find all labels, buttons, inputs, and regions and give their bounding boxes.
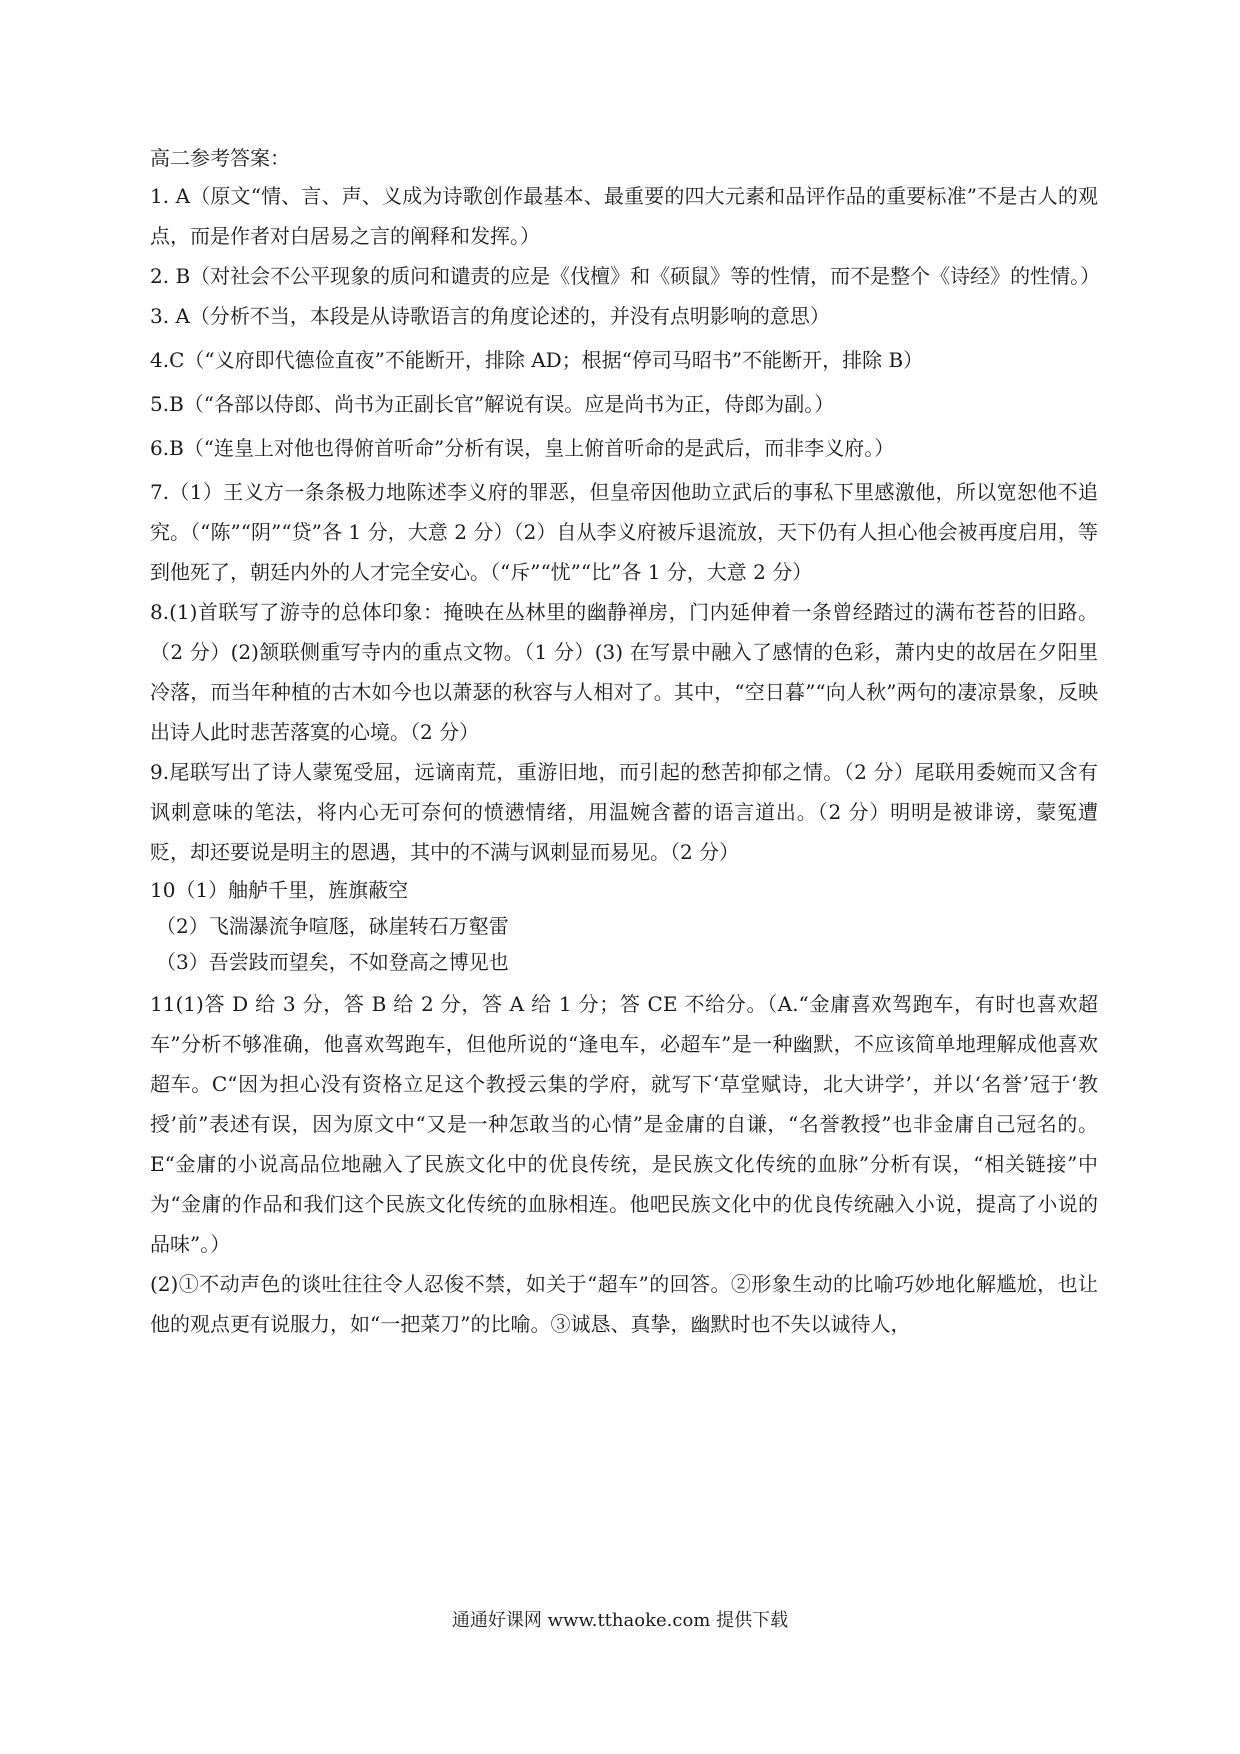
answer-item-7: 7.（1）王义方一条条极力地陈述李义府的罪恶，但皇帝因他助立武后的事私下里感激他，所以宽恕他不追究。（“陈”“阴”“贷”各 1 分，大意 2 分）（2）自从李义府被斥退流放，天下仍有人担心他会被再度启用，等到他死了，朝廷内外的人才完全安心。（“斥”“忧”“比”各 1 分，大意 2 分） <box>150 480 1098 584</box>
answer-item-1: 1. A（原文“情、言、声、义成为诗歌创作最基本、最重要的四大元素和品评作品的重要标准”不是古人的观点，而是作者对白居易之言的阐释和发挥。） <box>150 184 1098 248</box>
answer-item-4: 4.C（“义府即代德俭直夜”不能断开，排除 AD；根据“停司马昭书”不能断开，排除 B） <box>150 348 924 372</box>
answer-item-8: 8.(1)首联写了游寺的总体印象：掩映在丛林里的幽静禅房，门内延伸着一条曾经踏过的满布苍苔的旧路。（2 分）(2)颔联侧重写寺内的重点文物。（1 分）(3) 在写景中融入了感情的色彩，萧内史的故居在夕阳里冷落，而当年种植的古木如今也以萧瑟的秋容与人相对了。其中，“空日暮”“向人秋”两句的凄凉景象，反映出诗人此时悲苦落寞的心境。（2 分） <box>150 600 1098 744</box>
answer-item-10-part-2: （2）飞湍瀑流争喧豗，砯崖转石万壑雷 <box>156 914 509 938</box>
answer-item-10-part-3: （3）吾尝跂而望矣，不如登高之博见也 <box>156 950 509 974</box>
answer-item-10-part-1: 10（1）舳舻千里，旌旗蔽空 <box>150 878 409 902</box>
answer-item-11-part-1: 11(1)答 D 给 3 分，答 B 给 2 分，答 A 给 1 分；答 CE 不给分。（A.“金庸喜欢驾跑车，有时也喜欢超车”分析不够准确，他喜欢驾跑车，但他所说的“逢电车，必超车”是一种幽默，不应该简单地理解成他喜欢超车。C“因为担心没有资格立足这个教授云集的学府，就写下‘草堂赋诗，北大讲学’，并以‘名誉’冠于‘教授’前”表述有误，因为原文中“又是一种怎敢当的心情”是金庸的自谦，“名誉教授”也非金庸自己冠名的。E“金庸的小说高品位地融入了民族文化中的优良传统，是民族文化传统的血脉”分析有误，“相关链接”中为“金庸的作品和我们这个民族文化传统的血脉相连。他吧民族文化中的优良传统融入小说，提高了小说的品味”。） <box>150 992 1098 1256</box>
answer-key-body <box>150 146 1101 1344</box>
answer-item-11-part-2: (2)①不动声色的谈吐往往令人忍俊不禁，如关于“超车”的回答。②形象生动的比喻巧妙地化解尴尬，也让他的观点更有说服力，如“一把菜刀”的比喻。③诚恳、真挚，幽默时也不失以诚待人， <box>150 1272 1098 1336</box>
download-footer: 通通好课网 www.tthaoke.com 提供下载 <box>451 1610 789 1631</box>
answer-item-9: 9.尾联写出了诗人蒙冤受屈，远谪南荒，重游旧地，而引起的愁苦抑郁之情。（2 分）尾联用委婉而又含有讽刺意味的笔法，将内心无可奈何的愤懑情绪，用温婉含蓄的语言道出。（2 分）明明是被诽谤，蒙冤遭贬，却还要说是明主的恩遇，其中的不满与讽刺显而易见。（2 分） <box>150 760 1098 864</box>
answer-item-3: 3. A（分析不当，本段是从诗歌语言的角度论述的，并没有点明影响的意思） <box>150 304 830 328</box>
answer-item-6: 6.B（“连皇上对他也得俯首听命”分析有误，皇上俯首听命的是武后，而非李义府。） <box>150 436 895 460</box>
answer-key-heading: 高二参考答案： <box>150 146 290 170</box>
answer-item-5: 5.B（“各部以侍郎、尚书为正副长官”解说有误。应是尚书为正，侍郎为副。） <box>150 392 835 416</box>
answer-item-2: 2. B（对社会不公平现象的质问和谴责的应是《伐檀》和《硕鼠》等的性情，而不是整个《诗经》的性情。） <box>150 264 1101 288</box>
